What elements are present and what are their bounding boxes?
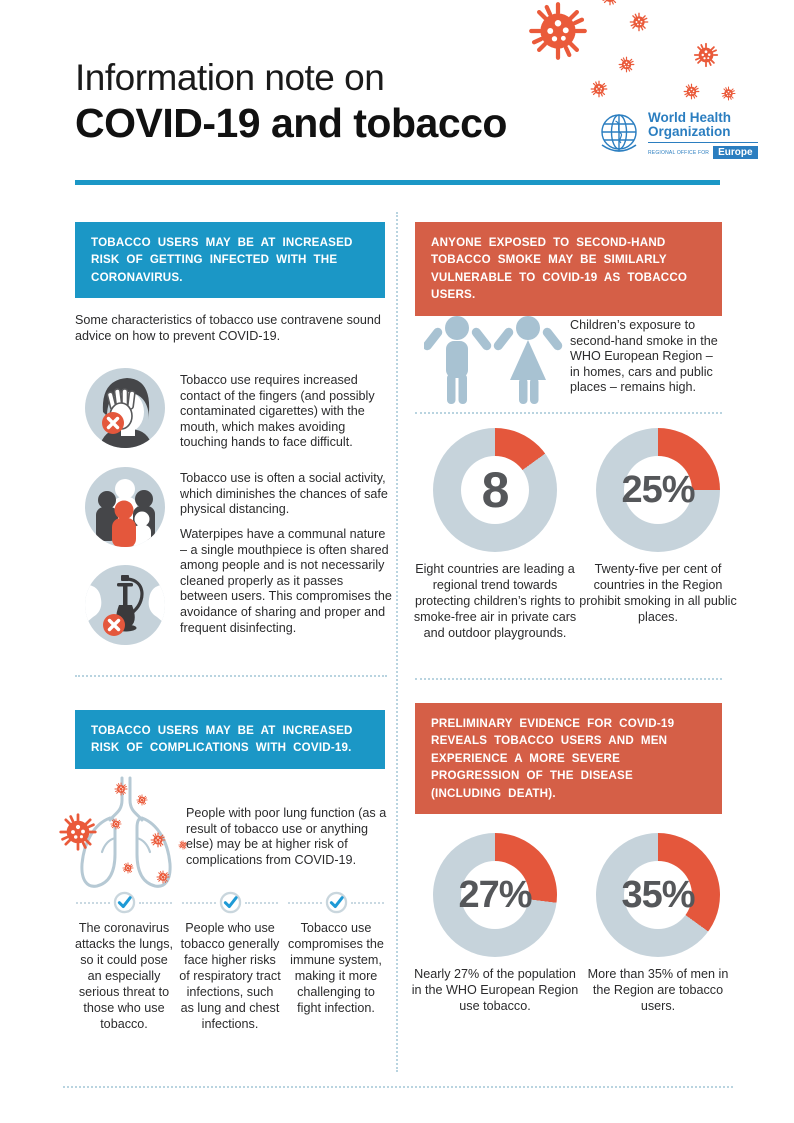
virus-icon: [531, 4, 585, 58]
section-heading-infection-risk: TOBACCO USERS MAY BE AT INCREASED RISK OF GETTING INFECTED WITH THE CORONAVIRUS.: [75, 222, 385, 298]
donut-caption: More than 35% of men in the Region are tobacco users.: [587, 967, 729, 1013]
risk-item-text: Tobacco use is often a social activity, which diminishes the chances of safe physical distancing.: [180, 471, 388, 517]
virus-icon: [151, 833, 165, 847]
who-logo: [596, 111, 758, 159]
lungs-virus-icon: [58, 776, 194, 902]
donut-caption: Twenty-five per cent of countries in the Region prohibit smoking in all public places.: [579, 562, 737, 624]
checkmark-icon: [325, 891, 348, 914]
virus-icon: [684, 84, 699, 99]
check-text: People who use tobacco generally face higher risks of respiratory tract infections, such as lung and chest infections.: [179, 921, 281, 1031]
who-emblem-icon: [596, 111, 642, 157]
donut-caption: Nearly 27% of the population in the WHO European Region use tobacco.: [411, 967, 579, 1013]
virus-icon: [602, 0, 618, 5]
checkmark-icon: [113, 891, 136, 914]
check-head: [285, 891, 387, 914]
lungs-text: People with poor lung function (as a result of tobacco use or anything else) may be at higher risk of complications from COVID-19.: [186, 806, 387, 867]
who-name-line1: World Health: [648, 110, 732, 125]
right-section-divider: [415, 412, 722, 414]
virus-icon: [157, 871, 169, 883]
donut-value: 35%: [621, 873, 695, 916]
column-divider: [396, 212, 398, 1072]
who-name-line2: Organization: [648, 124, 731, 140]
dotted-line: [245, 902, 279, 904]
checkmark-icon: [219, 891, 242, 914]
dotted-line: [182, 902, 216, 904]
donut-value: 27%: [458, 873, 532, 916]
donut-value: 25%: [621, 468, 695, 511]
donut-ring: [596, 833, 720, 957]
check-item: [73, 891, 175, 1033]
donut-ring: [596, 428, 720, 552]
section-heading-secondhand-smoke: ANYONE EXPOSED TO SECOND-HAND TOBACCO SMOKE MAY BE SIMILARLY VULNERABLE TO COVID-19 AS TOBACCO USERS.: [415, 222, 722, 316]
children-icon: [424, 314, 564, 410]
check-head: [179, 891, 281, 914]
virus-icon: [591, 81, 607, 97]
page-title-line2: COVID-19 and tobacco: [75, 100, 507, 146]
check-text: The coronavirus attacks the lungs, so it could pose an especially serious threat to those who use tobacco.: [74, 921, 173, 1031]
donut-ring: [433, 833, 557, 957]
virus-icon: [619, 57, 634, 72]
who-name: [648, 111, 758, 139]
virus-icon: [630, 13, 647, 30]
page-title-line1: Information note on: [75, 57, 385, 98]
header-divider: [75, 180, 720, 185]
donut-hole: [621, 861, 695, 929]
virus-decoration-cluster: [505, 0, 745, 106]
donut-chart-men-tobacco: [578, 833, 738, 1015]
dotted-line: [351, 902, 385, 904]
social-group-icon: [85, 467, 165, 547]
section-heading-severe-progression: PRELIMINARY EVIDENCE FOR COVID-19 REVEALS TOBACCO USERS AND MEN EXPERIENCE A MORE SEVERE PROGRESSION OF THE DISEASE (INCLUDING DEATH).: [415, 703, 722, 814]
check-list: [73, 891, 387, 1033]
donut-hole: [461, 456, 529, 524]
hand-touching-face-icon: [85, 368, 165, 448]
virus-icon: [115, 783, 127, 795]
risk-item-text: Waterpipes have a communal nature – a single mouthpiece is often shared among people and is not necessarily cleaned properly as it passes between users. This compromises the avoidance of sharing and proper and frequent disinfecting.: [180, 527, 392, 635]
donut-chart-smoking-bans: [578, 428, 738, 626]
waterpipe-icon: [85, 565, 165, 645]
virus-icon: [137, 795, 147, 805]
footer-divider: [63, 1086, 733, 1088]
check-head: [73, 891, 175, 914]
donut-chart-population-tobacco: [408, 833, 582, 1015]
children-text: Children’s exposure to second-hand smoke in the WHO European Region – in homes, cars and public places – remains high.: [570, 318, 718, 395]
left-section-divider: [75, 675, 387, 677]
who-region-prefix: REGIONAL OFFICE FOR: [648, 149, 710, 156]
dotted-line: [76, 902, 110, 904]
virus-icon: [123, 863, 133, 873]
donut-ring: [433, 428, 557, 552]
virus-icon: [111, 819, 121, 829]
dotted-line: [288, 902, 322, 904]
donut-hole: [458, 861, 532, 929]
check-item: [179, 891, 281, 1033]
intro-text: Some characteristics of tobacco use contravene sound advice on how to prevent COVID-19.: [75, 313, 381, 343]
virus-icon: [695, 44, 717, 66]
who-region: [648, 142, 758, 159]
who-region-name: Europe: [713, 146, 757, 159]
donut-value: 8: [481, 462, 509, 518]
check-text: Tobacco use compromises the immune system, making it more challenging to fight infection.: [288, 921, 384, 1015]
donut-hole: [621, 456, 695, 524]
virus-icon: [722, 87, 735, 100]
dotted-line: [139, 902, 173, 904]
check-item: [285, 891, 387, 1033]
virus-icon: [61, 815, 96, 850]
risk-item-text: Tobacco use requires increased contact of the fingers (and possibly contaminated cigarettes) with the mouth, which makes avoiding touching hands to face difficult.: [180, 373, 375, 450]
section-heading-complications-risk: TOBACCO USERS MAY BE AT INCREASED RISK OF COMPLICATIONS WITH COVID-19.: [75, 710, 385, 769]
donut-chart-countries: [408, 428, 582, 642]
donut-caption: Eight countries are leading a regional trend towards protecting children’s rights to smoke-free air in private cars and outdoor playgrounds.: [413, 562, 577, 640]
right-section-divider: [415, 678, 722, 680]
